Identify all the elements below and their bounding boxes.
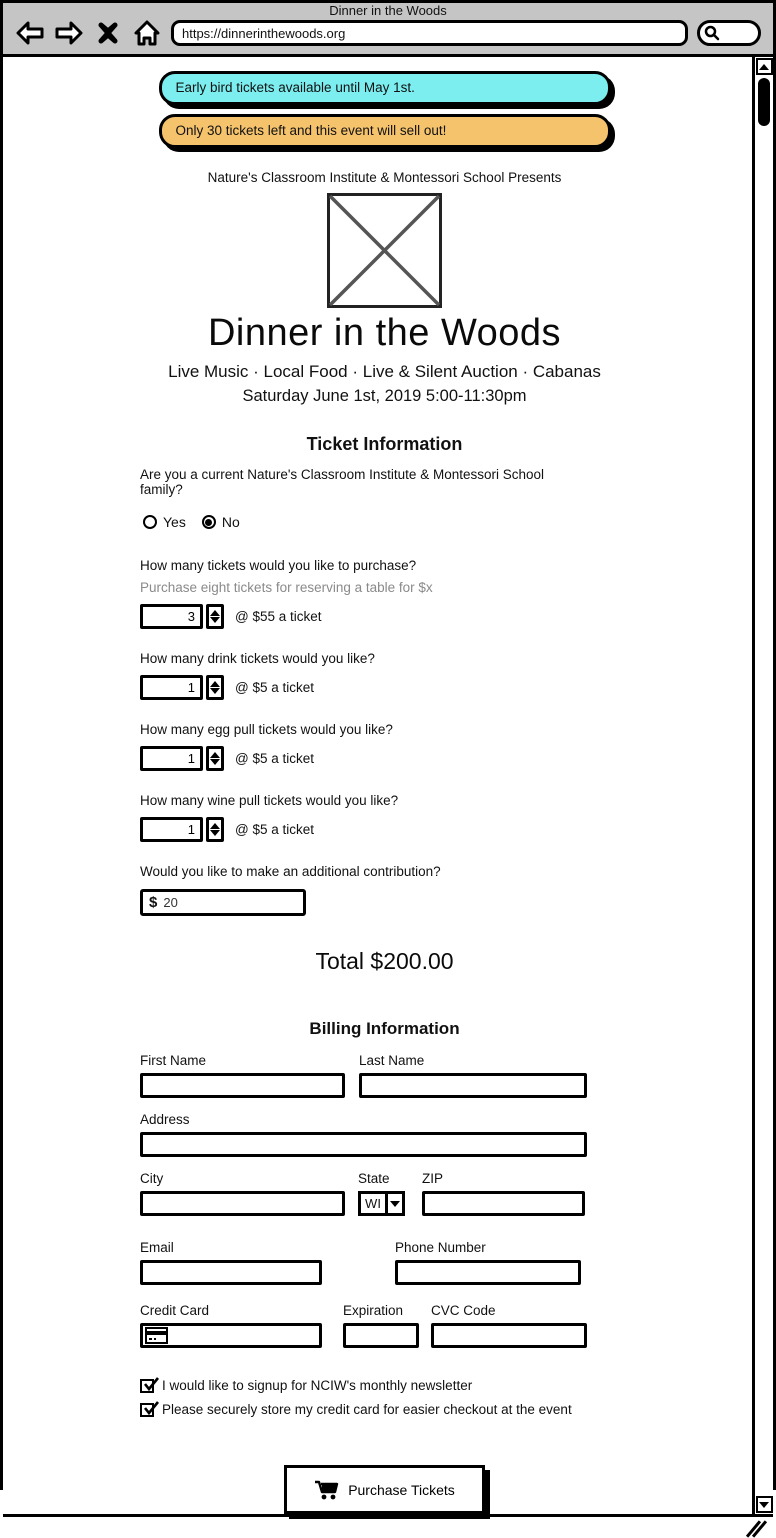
drink-ticket-stepper[interactable] — [140, 675, 224, 700]
banner-early-bird-text: Early bird tickets available until May 1st. — [175, 80, 415, 95]
last-name-input[interactable] — [359, 1073, 587, 1098]
forward-button[interactable] — [54, 18, 84, 48]
email-input[interactable] — [140, 1260, 322, 1285]
contribution-input[interactable] — [163, 895, 297, 910]
checkbox-checked-icon[interactable] — [140, 1379, 154, 1393]
egg-pull-question: How many egg pull tickets would you like? — [140, 722, 393, 737]
cvc-input[interactable] — [431, 1323, 587, 1348]
drink-ticket-input[interactable] — [140, 675, 203, 700]
spinner-down-icon — [210, 617, 220, 623]
credit-card-label: Credit Card — [140, 1303, 210, 1318]
scroll-down-button[interactable] — [756, 1496, 773, 1513]
spinner-up-icon — [210, 823, 220, 829]
table-reserve-helper: Purchase eight tickets for reserving a table for $x — [140, 580, 433, 595]
radio-yes[interactable] — [143, 514, 186, 530]
egg-pull-stepper[interactable] — [140, 746, 224, 771]
ticket-info-heading: Ticket Information — [306, 434, 463, 454]
wine-pull-spin-buttons[interactable] — [206, 817, 224, 842]
credit-card-icon — [145, 1327, 168, 1344]
ticket-quantity-input[interactable] — [140, 604, 203, 629]
stop-x-icon — [97, 22, 119, 44]
address-label: Address — [140, 1112, 190, 1127]
drink-price-note: @ $5 a ticket — [235, 680, 314, 695]
scroll-down-arrow-icon — [759, 1502, 769, 1508]
first-name-input[interactable] — [140, 1073, 345, 1098]
ticket-quantity-block — [140, 558, 587, 629]
egg-pull-input[interactable] — [140, 746, 203, 771]
spinner-down-icon — [210, 830, 220, 836]
wine-pull-price-note: @ $5 a ticket — [235, 822, 314, 837]
radio-yes-circle-icon[interactable] — [143, 515, 157, 529]
ticket-quantity-spin-buttons[interactable] — [206, 604, 224, 629]
billing-info-heading: Billing Information — [309, 1019, 460, 1038]
url-bar[interactable] — [171, 20, 688, 46]
home-icon — [133, 19, 161, 47]
scrollbar[interactable] — [752, 57, 773, 1514]
window-titlebar — [3, 3, 773, 18]
wine-pull-input[interactable] — [140, 817, 203, 842]
store-card-checkbox[interactable] — [140, 1402, 587, 1417]
url-input[interactable] — [182, 26, 677, 41]
contribution-field[interactable] — [140, 889, 306, 916]
dropdown-arrow-icon[interactable] — [385, 1191, 405, 1216]
address-input[interactable] — [140, 1132, 587, 1157]
egg-pull-price-note: @ $5 a ticket — [235, 751, 314, 766]
status-bar — [3, 1514, 773, 1517]
state-select[interactable] — [358, 1191, 405, 1216]
event-image-placeholder — [327, 193, 442, 308]
scroll-up-button[interactable] — [756, 58, 773, 75]
city-label: City — [140, 1171, 164, 1186]
radio-no-label: No — [221, 514, 240, 530]
spinner-up-icon — [210, 681, 220, 687]
radio-no[interactable] — [202, 514, 240, 530]
drink-ticket-block — [140, 651, 587, 700]
newsletter-checkbox[interactable] — [140, 1378, 587, 1393]
zip-label: ZIP — [422, 1171, 444, 1186]
wine-pull-stepper[interactable] — [140, 817, 224, 842]
resize-grip[interactable] — [747, 1521, 765, 1537]
stop-button[interactable] — [93, 18, 123, 48]
home-button[interactable] — [132, 18, 162, 48]
store-card-checkbox-label: Please securely store my credit card for easier checkout at the event — [162, 1402, 572, 1417]
ticket-quantity-stepper[interactable] — [140, 604, 224, 629]
family-radio-group — [143, 514, 587, 530]
browser-toolbar — [3, 18, 773, 57]
search-icon — [704, 25, 720, 41]
spinner-up-icon — [210, 752, 220, 758]
purchase-tickets-button[interactable] — [284, 1465, 485, 1514]
ticket-price-note: @ $55 a ticket — [235, 609, 322, 624]
page-title: Dinner in the Woods — [207, 312, 562, 354]
family-question: Are you a current Nature's Classroom Institute & Montessori School family? — [140, 467, 544, 497]
currency-symbol: $ — [149, 894, 158, 911]
banner-tickets-left — [159, 114, 611, 148]
shopping-cart-icon — [314, 1478, 340, 1502]
scroll-up-arrow-icon — [759, 64, 769, 70]
last-name-label: Last Name — [359, 1053, 425, 1068]
drink-ticket-question: How many drink tickets would you like? — [140, 651, 375, 666]
egg-pull-spin-buttons[interactable] — [206, 746, 224, 771]
event-datetime: Saturday June 1st, 2019 5:00-11:30pm — [242, 387, 527, 405]
radio-no-circle-icon[interactable] — [202, 515, 216, 529]
back-button[interactable] — [15, 18, 45, 48]
phone-input[interactable] — [395, 1260, 581, 1285]
egg-pull-block — [140, 722, 587, 771]
email-label: Email — [140, 1240, 174, 1255]
spinner-down-icon — [210, 759, 220, 765]
zip-input[interactable] — [422, 1191, 585, 1216]
cvc-label: CVC Code — [431, 1303, 496, 1318]
search-box[interactable] — [697, 20, 761, 46]
forward-arrow-icon — [55, 20, 83, 46]
expiration-input[interactable] — [343, 1323, 419, 1348]
expiration-label: Expiration — [343, 1303, 404, 1318]
state-selected-value: WI — [358, 1191, 385, 1216]
drink-ticket-spin-buttons[interactable] — [206, 675, 224, 700]
newsletter-checkbox-label: I would like to signup for NCIW's monthly newsletter — [162, 1378, 473, 1393]
order-total: Total $200.00 — [315, 948, 454, 974]
back-arrow-icon — [16, 20, 44, 46]
purchase-tickets-label: Purchase Tickets — [348, 1481, 455, 1498]
presents-line: Nature's Classroom Institute & Montessori School Presents — [207, 170, 562, 185]
page-content — [3, 57, 773, 1514]
state-label: State — [358, 1171, 390, 1186]
radio-yes-label: Yes — [163, 514, 186, 530]
event-subtitle: Live Music · Local Food · Live & Silent Auction · Cabanas — [168, 362, 601, 381]
banner-early-bird — [159, 71, 611, 105]
spinner-down-icon — [210, 688, 220, 694]
wine-pull-block — [140, 793, 587, 842]
city-input[interactable] — [140, 1191, 345, 1216]
contribution-question: Would you like to make an additional contribution? — [140, 864, 441, 879]
banner-tickets-left-text: Only 30 tickets left and this event will sell out! — [175, 123, 447, 138]
phone-label: Phone Number — [395, 1240, 486, 1255]
contribution-block — [140, 864, 587, 916]
spinner-up-icon — [210, 610, 220, 616]
wine-pull-question: How many wine pull tickets would you like? — [140, 793, 399, 808]
checkbox-checked-icon[interactable] — [140, 1403, 154, 1417]
window-title: Dinner in the Woods — [329, 3, 447, 18]
first-name-label: First Name — [140, 1053, 207, 1068]
ticket-quantity-question: How many tickets would you like to purchase? — [140, 558, 417, 573]
scrollbar-thumb[interactable] — [758, 78, 770, 126]
